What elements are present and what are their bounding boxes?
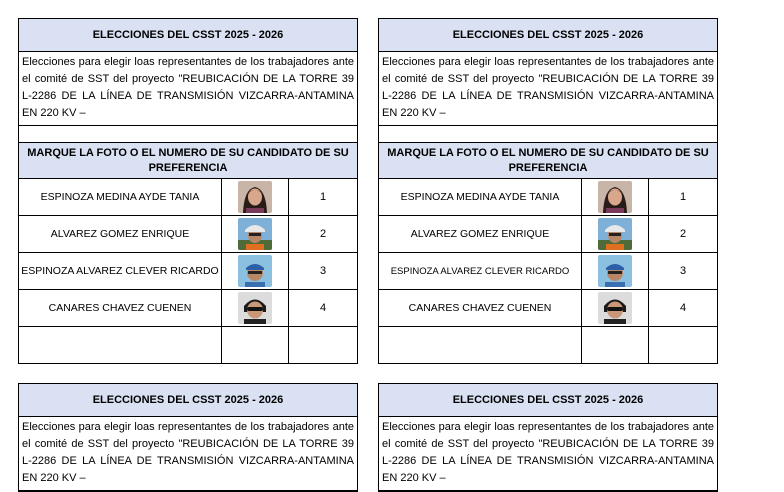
candidate-name: CANARES CHAVEZ CUENEN: [19, 290, 222, 326]
candidate-name: ALVAREZ GOMEZ ENRIQUE: [379, 216, 582, 252]
candidate-photo-cell[interactable]: [222, 216, 289, 252]
candidate-name: ALVAREZ GOMEZ ENRIQUE: [19, 216, 222, 252]
candidate-row[interactable]: [19, 253, 357, 290]
spacer-row: [379, 126, 717, 143]
empty-cell: [649, 327, 717, 363]
candidate-photo-cell[interactable]: [222, 290, 289, 326]
empty-row: [19, 327, 357, 363]
ballot-description: Elecciones para elegir loas representantes de los trabajadores ante el comité de SST del proyecto "REUBICACIÓN DE LA TORRE 39 L-2286 DE LA LÍNEA DE TRANSMISIÓN VIZCARRA-ANTAMINA EN 220 KV –: [19, 52, 357, 126]
candidate-photo-cell[interactable]: [222, 253, 289, 289]
candidate-photo-cell[interactable]: [582, 253, 649, 289]
candidate-name: ESPINOZA MEDINA AYDE TANIA: [379, 179, 582, 215]
candidate-row[interactable]: [379, 179, 717, 216]
candidate-photo[interactable]: [598, 255, 632, 287]
candidate-number[interactable]: 3: [679, 265, 687, 277]
candidate-row[interactable]: [379, 253, 717, 290]
candidate-photo[interactable]: [598, 218, 632, 250]
candidate-photo[interactable]: [598, 181, 632, 213]
candidate-name: ESPINOZA ALVAREZ CLEVER RICARDO: [19, 253, 222, 289]
ballot-title: ELECCIONES DEL CSST 2025 - 2026: [19, 384, 357, 417]
ballot-description: Elecciones para elegir loas representantes de los trabajadores ante el comité de SST del proyecto "REUBICACIÓN DE LA TORRE 39 L-2286 DE LA LÍNEA DE TRANSMISIÓN VIZCARRA-ANTAMINA EN 220 KV –: [379, 52, 717, 126]
ballot-top-right: [378, 18, 718, 364]
empty-cell: [289, 327, 357, 363]
candidate-photo-cell[interactable]: [582, 216, 649, 252]
ballot-description: Elecciones para elegir loas representantes de los trabajadores ante el comité de SST del proyecto "REUBICACIÓN DE LA TORRE 39 L-2286 DE LA LÍNEA DE TRANSMISIÓN VIZCARRA-ANTAMINA EN 220 KV –: [19, 417, 357, 491]
ballot-title: ELECCIONES DEL CSST 2025 - 2026: [379, 19, 717, 52]
candidate-photo[interactable]: [238, 292, 272, 324]
candidate-name: CANARES CHAVEZ CUENEN: [379, 290, 582, 326]
candidate-number[interactable]: 2: [319, 228, 327, 240]
ballot-instruction: MARQUE LA FOTO O EL NUMERO DE SU CANDIDATO DE SU PREFERENCIA: [379, 143, 717, 179]
empty-cell: [379, 327, 582, 363]
spacer-row: [19, 126, 357, 143]
empty-cell: [222, 327, 289, 363]
empty-cell: [19, 327, 222, 363]
candidate-row[interactable]: [19, 290, 357, 327]
candidate-number[interactable]: 4: [679, 302, 687, 314]
candidate-photo-cell[interactable]: [222, 179, 289, 215]
candidate-name: ESPINOZA MEDINA AYDE TANIA: [19, 179, 222, 215]
candidate-photo[interactable]: [598, 292, 632, 324]
ballot-bottom-left: [18, 383, 358, 492]
empty-row: [379, 327, 717, 363]
candidate-photo[interactable]: [238, 218, 272, 250]
ballot-title: ELECCIONES DEL CSST 2025 - 2026: [19, 19, 357, 52]
candidate-number[interactable]: 4: [319, 302, 327, 314]
candidate-photo-cell[interactable]: [582, 179, 649, 215]
candidate-row[interactable]: [19, 216, 357, 253]
candidate-number[interactable]: 3: [319, 265, 327, 277]
candidate-row[interactable]: [19, 179, 357, 216]
ballot-instruction: MARQUE LA FOTO O EL NUMERO DE SU CANDIDATO DE SU PREFERENCIA: [19, 143, 357, 179]
candidate-number[interactable]: 1: [679, 191, 687, 203]
candidate-number[interactable]: 2: [679, 228, 687, 240]
candidate-row[interactable]: [379, 290, 717, 327]
ballot-bottom-right: [378, 383, 718, 492]
candidate-number[interactable]: 1: [319, 191, 327, 203]
ballot-description: Elecciones para elegir loas representantes de los trabajadores ante el comité de SST del proyecto "REUBICACIÓN DE LA TORRE 39 L-2286 DE LA LÍNEA DE TRANSMISIÓN VIZCARRA-ANTAMINA EN 220 KV –: [379, 417, 717, 491]
ballot-top-left: [18, 18, 358, 364]
candidate-row[interactable]: [379, 216, 717, 253]
empty-cell: [582, 327, 649, 363]
candidate-photo[interactable]: [238, 255, 272, 287]
candidate-photo[interactable]: [238, 181, 272, 213]
ballot-title: ELECCIONES DEL CSST 2025 - 2026: [379, 384, 717, 417]
candidate-photo-cell[interactable]: [582, 290, 649, 326]
candidate-name: ESPINOZA ALVAREZ CLEVER RICARDO: [379, 253, 582, 289]
